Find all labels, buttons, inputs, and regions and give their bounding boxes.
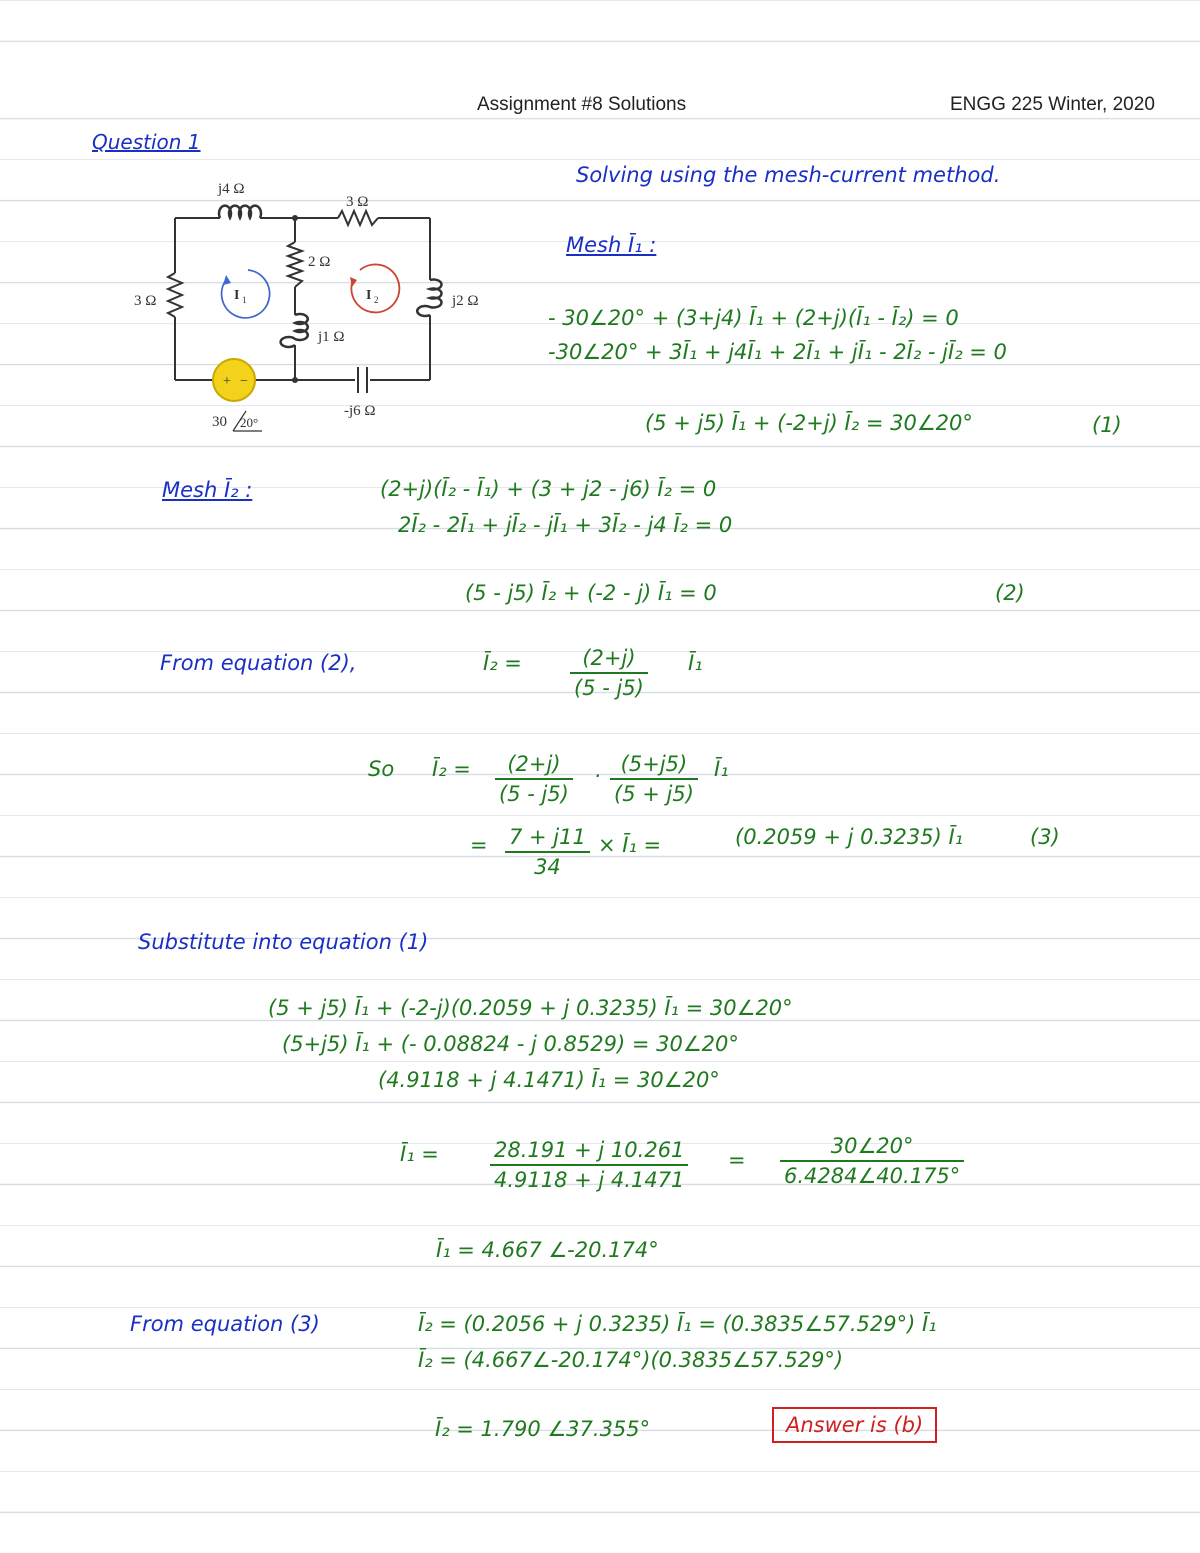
i1-final: Ī₁ = 4.667 ∠-20.174°	[436, 1238, 659, 1262]
label-j1: j1 Ω	[318, 329, 345, 345]
svg-text:+: +	[223, 374, 231, 389]
label-3-left: 3 Ω	[134, 293, 157, 309]
f3-line1: Ī₂ = (0.2056 + j 0.3235) Ī₁ = (0.3835∠57.529°) Ī₁	[418, 1312, 937, 1336]
so-label: So	[368, 757, 395, 781]
circuit-diagram	[130, 175, 490, 435]
svg-text:−: −	[240, 374, 248, 389]
mesh1-line1: - 30∠20° + (3+j4) Ī₁ + (2+j)(Ī₁ - Ī₂) = 0	[548, 306, 959, 330]
i1-fraction-1	[490, 1138, 688, 1192]
so-dot: ·	[594, 764, 601, 788]
label-mesh1: I	[234, 288, 240, 303]
i2-frac-den: (5 - j5)	[574, 676, 644, 700]
label-j2: j2 Ω	[452, 293, 479, 309]
so-lhs: Ī₂ =	[432, 757, 471, 781]
resistor-2	[288, 242, 302, 287]
i1-lhs: Ī₁ =	[400, 1142, 439, 1166]
question-label: Question 1	[92, 130, 201, 154]
voltage-source	[213, 359, 255, 401]
mesh2-line2: 2Ī₂ - 2Ī₁ + jĪ₂ - jĪ₁ + 3Ī₂ - j4 Ī₂ = 0	[398, 513, 733, 537]
i2-after: Ī₁	[688, 651, 703, 675]
label-2: 2 Ω	[308, 254, 331, 270]
subst-line1: (5 + j5) Ī₁ + (-2-j)(0.2059 + j 0.3235) Ī₁ = 30∠20°	[268, 996, 793, 1020]
label-mesh2-sub: 2	[374, 295, 379, 305]
i1-f2-num: 30∠20°	[780, 1134, 964, 1162]
course-label: ENGG 225 Winter, 2020	[950, 94, 1155, 115]
eq3-tag: (3)	[1030, 825, 1060, 849]
so-f1-num: (2+j)	[495, 752, 573, 780]
eq3-mid: × Ī₁ =	[598, 833, 662, 857]
capacitor-minus-j6	[358, 367, 367, 393]
i1-f1-den: 4.9118 + j 4.1471	[494, 1168, 685, 1192]
i2-frac-num: (2+j)	[570, 646, 648, 674]
so-after: Ī₁	[714, 757, 729, 781]
label-cap: -j6 Ω	[344, 403, 376, 419]
i1-f1-num: 28.191 + j 10.261	[490, 1138, 688, 1166]
i1-fraction-2	[780, 1134, 964, 1188]
i2-lhs: Ī₂ =	[483, 651, 522, 675]
so-f2-den: (5 + j5)	[614, 782, 694, 806]
resistor-3-left	[168, 273, 182, 317]
answer-box: Answer is (b)	[772, 1407, 937, 1443]
from-eq2-label: From equation (2),	[160, 651, 357, 675]
from-eq3-label: From equation (3)	[130, 1312, 320, 1336]
label-3-top: 3 Ω	[346, 194, 369, 210]
subst-line3: (4.9118 + j 4.1471) Ī₁ = 30∠20°	[378, 1068, 720, 1092]
i2-final: Ī₂ = 1.790 ∠37.355°	[435, 1417, 651, 1441]
label-source-angle: 20°	[240, 415, 259, 430]
resistor-3-top	[338, 211, 378, 225]
mesh2-line1: (2+j)(Ī₂ - Ī₁) + (3 + j2 - j6) Ī₂ = 0	[380, 477, 717, 501]
so-f1-den: (5 - j5)	[499, 782, 569, 806]
mesh1-result: (5 + j5) Ī₁ + (-2+j) Ī₂ = 30∠20°	[645, 411, 973, 435]
mesh1-arrow	[222, 270, 270, 318]
f3-line2: Ī₂ = (4.667∠-20.174°)(0.3835∠57.529°)	[418, 1348, 844, 1372]
label-mesh2: I	[366, 288, 372, 303]
eq3-fraction	[505, 825, 590, 879]
eq3-den: 34	[534, 855, 561, 879]
label-j4: j4 Ω	[218, 181, 245, 197]
so-f2-num: (5+j5)	[610, 752, 698, 780]
method-intro: Solving using the mesh-current method.	[576, 163, 1001, 187]
inductor-j2	[417, 280, 441, 317]
eq2-tag: (2)	[995, 581, 1025, 605]
i2-fraction	[570, 646, 648, 700]
inductor-j1	[281, 314, 308, 347]
inductor-j4	[219, 206, 261, 218]
mesh2-result: (5 - j5) Ī₂ + (-2 - j) Ī₁ = 0	[465, 581, 717, 605]
mesh1-heading: Mesh Ī₁ :	[566, 233, 657, 257]
eq3-num: 7 + j11	[505, 825, 590, 853]
eq1-tag: (1)	[1092, 413, 1122, 437]
i1-f2-den: 6.4284∠40.175°	[784, 1164, 961, 1188]
label-source: 30	[212, 414, 227, 430]
label-mesh1-sub: 1	[242, 295, 247, 305]
assignment-title: Assignment #8 Solutions	[477, 94, 687, 115]
substitute-label: Substitute into equation (1)	[138, 930, 429, 954]
eq3-equals: =	[470, 833, 488, 857]
eq3-result: (0.2059 + j 0.3235) Ī₁	[735, 825, 964, 849]
so-fraction-1	[495, 752, 573, 806]
mesh1-line2: -30∠20° + 3Ī₁ + j4Ī₁ + 2Ī₁ + jĪ₁ - 2Ī₂ - jĪ₂ = 0	[548, 340, 1007, 364]
i1-eq2: =	[728, 1148, 746, 1172]
so-fraction-2	[610, 752, 698, 806]
subst-line2: (5+j5) Ī₁ + (- 0.08824 - j 0.8529) = 30∠20°	[282, 1032, 739, 1056]
mesh2-arrow	[351, 264, 399, 312]
mesh2-heading: Mesh Ī₂ :	[162, 478, 253, 502]
